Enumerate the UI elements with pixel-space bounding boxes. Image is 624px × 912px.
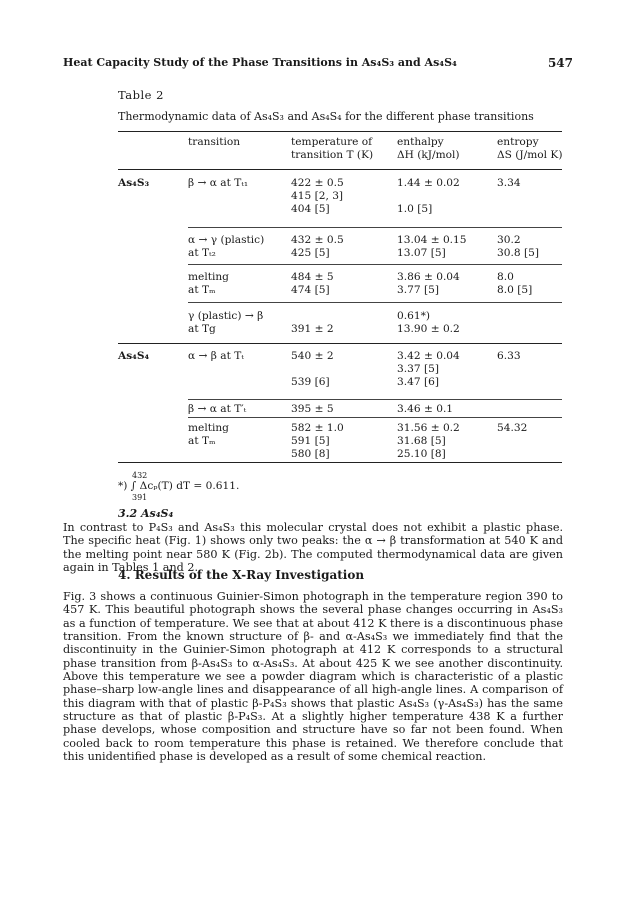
table-cell-enthalpy: 3.42 ± 0.04 <box>397 350 460 362</box>
table-cell-compound: As₄S₄ <box>118 350 150 362</box>
table-cell-enthalpy: 31.56 ± 0.2 <box>397 422 460 434</box>
table-cell-transition: melting <box>188 422 229 434</box>
table-cell-temperature: 422 ± 0.5 <box>291 177 344 189</box>
col-header-entropy-2: ΔS (J/mol K) <box>497 149 563 161</box>
section-heading-3-2: 3.2 As₄S₄ <box>118 507 174 520</box>
integral-upper-limit: 432 <box>132 471 148 480</box>
group-rule <box>188 264 562 265</box>
table-cell-entropy: 8.0 <box>497 271 514 283</box>
group-rule <box>188 399 562 400</box>
table-cell-enthalpy: 1.0 [5] <box>397 203 433 215</box>
table-cell-temperature: 415 [2, 3] <box>291 190 344 202</box>
table-bottom-rule <box>118 462 562 463</box>
section-4-paragraph: Fig. 3 shows a continuous Guinier-Simon photograph in the temperature region 390 to 457 K. This beautiful photograph shows the several phase changes occurring in As₄S₃ as a function of temperature. We see that at about 412 K there is a discontinuous phase transition. From the known structure of β- and α-As₄S₃ we immediately find that the discontinuity in the Guinier-Simon photograph at 412 K corresponds to a structural phase transition from β-As₄S₃ to α-As₄S₃. At about 425 K we see another discontinuity. Above this temperature we see a powder diagram which is characteristic of a plastic phase–sharp low-angle lines and disappearance of all high-angle lines. A comparison of this diagram with that of plastic β-P₄S₃ shows that plastic As₄S₃ (γ-As₄S₃) has the same structure as that of plastic β-P₄S₃. At a slightly higher temperature 438 K a further phase develops, whose composition and structure have so far not been found. When cooled back to room temperature this phase is retained. We therefore conclude that this unidentified phase is developed as a result of some chemical reaction. <box>63 590 563 764</box>
table-cell-enthalpy: 25.10 [8] <box>397 448 446 460</box>
table-cell-transition: at Tₘ <box>188 284 216 296</box>
table-cell-temperature: 591 [5] <box>291 435 330 447</box>
col-header-enthalpy-2: ΔH (kJ/mol) <box>397 149 460 161</box>
section-3-2-paragraph: In contrast to P₄S₃ and As₄S₃ this molecular crystal does not exhibit a plastic phase. The specific heat (Fig. 1) shows only two peaks: the α → β transformation at 540 K and the melting point near 580 K (Fig. 2b). The computed thermodynamical data are given again in Tables 1 and 2. <box>63 521 563 575</box>
table-cell-transition: β → α at Tₜ₁ <box>188 177 249 189</box>
table-cell-enthalpy: 0.61*) <box>397 310 431 322</box>
table-cell-transition: at Tₜ₂ <box>188 247 216 259</box>
table-cell-temperature: 391 ± 2 <box>291 323 334 335</box>
group-rule <box>188 417 562 418</box>
table-cell-temperature: 395 ± 5 <box>291 403 334 415</box>
table-cell-transition: α → β at Tₜ <box>188 350 244 362</box>
group-rule <box>188 227 562 228</box>
table-cell-entropy: 30.8 [5] <box>497 247 539 259</box>
table-cell-temperature: 580 [8] <box>291 448 330 460</box>
table-cell-enthalpy: 13.07 [5] <box>397 247 446 259</box>
table-header-rule <box>118 169 562 170</box>
col-header-transition: transition <box>188 136 241 148</box>
table-cell-transition: melting <box>188 271 229 283</box>
table-cell-temperature: 484 ± 5 <box>291 271 334 283</box>
table-cell-temperature: 539 [6] <box>291 376 330 388</box>
table-cell-enthalpy: 1.44 ± 0.02 <box>397 177 460 189</box>
table-cell-entropy: 6.33 <box>497 350 521 362</box>
table-cell-transition: α → γ (plastic) <box>188 234 265 246</box>
table-cell-enthalpy: 13.04 ± 0.15 <box>397 234 467 246</box>
table-cell-transition: γ (plastic) → β <box>188 310 264 322</box>
compound-rule <box>118 343 562 344</box>
table-cell-enthalpy: 3.77 [5] <box>397 284 439 296</box>
table-cell-entropy: 54.32 <box>497 422 528 434</box>
table-cell-temperature: 404 [5] <box>291 203 330 215</box>
table-cell-entropy: 8.0 [5] <box>497 284 533 296</box>
col-header-enthalpy-1: enthalpy <box>397 136 444 148</box>
table-cell-transition: at Tₘ <box>188 435 216 447</box>
table-cell-enthalpy: 3.47 [6] <box>397 376 439 388</box>
table-cell-enthalpy: 13.90 ± 0.2 <box>397 323 460 335</box>
table-cell-enthalpy: 3.46 ± 0.1 <box>397 403 454 415</box>
table-cell-temperature: 582 ± 1.0 <box>291 422 344 434</box>
group-rule <box>188 302 562 303</box>
table-cell-enthalpy: 31.68 [5] <box>397 435 446 447</box>
table-cell-transition: at Tg <box>188 323 216 335</box>
col-header-temperature-2: transition T (K) <box>291 149 374 161</box>
table-cell-temperature: 540 ± 2 <box>291 350 334 362</box>
table-caption: Thermodynamic data of As₄S₃ and As₄S₄ for the different phase transitions <box>118 110 534 123</box>
section-heading-4: 4. Results of the X-Ray Investigation <box>118 568 365 582</box>
table-cell-compound: As₄S₃ <box>118 177 150 189</box>
table-cell-temperature: 474 [5] <box>291 284 330 296</box>
running-head <box>63 56 573 69</box>
table-label: Table 2 <box>118 88 164 102</box>
running-title: Heat Capacity Study of the Phase Transitions in As₄S₃ and As₄S₄ <box>63 56 457 69</box>
table-top-rule <box>118 131 562 132</box>
page-number: 547 <box>547 56 573 70</box>
table-cell-entropy: 3.34 <box>497 177 521 189</box>
col-header-entropy-1: entropy <box>497 136 539 148</box>
integral-lower-limit: 391 <box>132 493 148 502</box>
table-cell-transition: β → α at T′ₜ <box>188 403 247 415</box>
table-cell-enthalpy: 3.86 ± 0.04 <box>397 271 460 283</box>
table-cell-temperature: 425 [5] <box>291 247 330 259</box>
table-cell-entropy: 30.2 <box>497 234 521 246</box>
col-header-temperature-1: temperature of <box>291 136 373 148</box>
table-cell-enthalpy: 3.37 [5] <box>397 363 439 375</box>
footnote-text: *) ∫ Δcₚ(T) dT = 0.611. <box>118 480 240 492</box>
table-cell-temperature: 432 ± 0.5 <box>291 234 344 246</box>
